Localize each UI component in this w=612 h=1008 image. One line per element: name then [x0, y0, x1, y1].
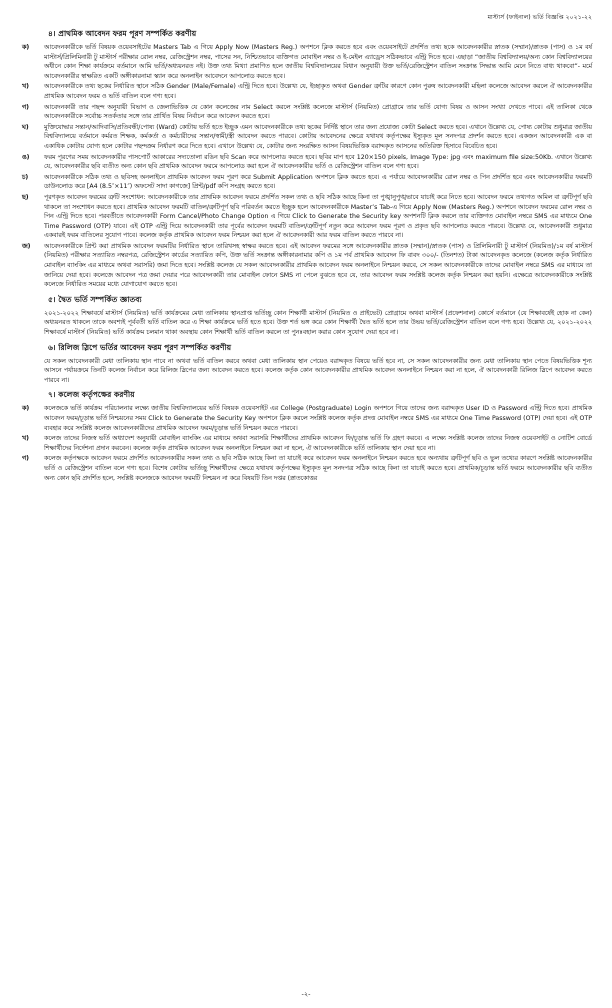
list-item — [22, 153, 592, 172]
item-text: কলেজ কর্তৃপক্ষকে আবেদন ফরমে প্রদর্শিত আবেদনকারীর সকল তথ্য ও ছবি সঠিক আছে কিনা তা যাচাই করে আবেদন ফরম অনলাইনে নিশ্চয়ন করতে হবে অন্যথায় ত্রুটিপূর্ণ ছবি ও ভুল তথ্যের কারণে সংশ্লিষ্ট আবেদনকারীর ভর্তি ও রেজিস্ট্রেশন বাতিল বলে গণ্য হবে। বিশেষ কোটায় ভর্তিচ্ছু শিক্ষার্থীদের ক্ষেত্রে যথাযথ কর্তৃপক্ষের ইস্যুকৃত মূল সনদপত্র সঠিক আছে কিনা তা যাচাই করতে হবে। প্রাথমিক/চূড়ান্ত ভর্তি ফরমে আবেদনকারীর ছবি ব্যতীত অন্য কোন ছবি প্রদর্শিত হলে, সংশ্লিষ্ট কলেজকে আবেদন ফরমটি নিশ্চয়ন না করে বিষয়টি তিন দপ্তর (স্নাতকোত্তর — [44, 455, 592, 482]
item-text: আবেদনকারী তার পছন্দ অনুযায়ী বিভাগ ও জেলাভিত্তিক যে কোন কলেজের নাম Select করলে সংশ্লিষ্ট কলেজে মাস্টার্স (নিয়মিত) প্রোগ্রামে তার ভর্তি যোগ্য বিষয় ও আসন সংখ্যা দেখতে পাবে। এই তালিকা থেকে আবেদনকারীকে সর্বোচ্চ সতর্কতার সঙ্গে তার প্রার্থিত বিষয় নির্বাচন করে আবেদন করতে হবে। — [44, 103, 592, 121]
item-label: ক) — [22, 44, 30, 51]
item-label: ঙ) — [22, 153, 30, 161]
item-text: মুক্তিযোদ্ধার সন্তান/আদিবাসি/প্রতিবন্ধী/পোষ্য (Ward) কোটায় ভর্তি হতে ইচ্ছুক এমন আবেদনকারীকে তথ্য ছকের নির্দিষ্ট স্থানে তার জন্য প্রযোজ্য কোটা Select করতে হবে। এখানে উল্লেখ্য যে, পোষ্য কোটায় শুধুমাত্র জাতীয় বিশ্ববিদ্যালয়ে বর্তমানে কর্মরত শিক্ষক, কর্মকর্তা ও কর্মচারীদের সন্তান/স্বামী/স্ত্রী আবেদন করতে পারবে। কোটায় আবেদনের ক্ষেত্রে যথাযথ কর্তৃপক্ষের ইস্যুকৃত মূল সনদপত্র প্রদর্শন করতে হবে। একজন আবেদনকারী এক বা একাধিক কোটায় যোগ্য হলে কোটার পছন্দক্রম নির্ধারণ করে দিতে হবে। এখানে উল্লেখ্য যে, কোটার জন্য সংরক্ষিত আসন বিষয়ভিত্তিক বরাদ্দকৃত আসনের অতিরিক্ত হিসাবে বিবেচিত হবে। — [44, 123, 592, 150]
paragraph: যে সকল আবেদনকারী মেধা তালিকায় স্থান পাবে না অথবা ভর্তি বাতিল করবে অথবা মেধা তালিকায় স্থান পেয়েও বরাদ্দকৃত বিষয়ে ভর্তি হবে না, সে সকল আবেদনকারীর জন্য মেধা তালিকায় স্থান পেতে বিষয়ভিত্তিক শূন্য আসনে পর্যায়ক্রমে তিনটি কলেজ নির্বাচন করে রিলিজ স্লিপের জন্য আবেদন করতে হবে। কলেজ কর্তৃক কোন আবেদনকারীর প্রাথমিক আবেদন অনলাইনে নিশ্চয়ন করা না হলে, ঐ আবেদনকারী রিলিজ স্লিপে আবেদন করতে পারবে না। — [44, 357, 592, 384]
section-release-slip — [22, 342, 592, 386]
item-text: কলেজ তাদের নিজস্ব ভর্তি অধ্যাদেশ অনুযায়ী মোবাইল ব্যাংকিং এর মাধ্যমে অথবা সরাসরি শিক্ষার্থীদের প্রাথমিক আবেদন ফি/চূড়ান্ত ভর্তি ফি গ্রহণ করবে। এ লক্ষ্যে সংশ্লিষ্ট কলেজ তাদের নিজস্ব ওয়েবসাইট ও নোটিশ বোর্ডে শিক্ষার্থীদের নির্দেশনা প্রদান করবেন। কলেজ কর্তৃক প্রাথমিক আবেদন ফরম অনলাইনে নিশ্চয়ন করা না হলে, ঐ আবেদনকারীকে ভর্তি তালিকায় স্থান দেয়া হবে না। — [44, 435, 592, 452]
item-label: খ) — [22, 435, 29, 443]
list-item — [22, 123, 592, 152]
section-title: ৭। কলেজ কর্তৃপক্ষের করণীয় — [48, 390, 135, 400]
list-item — [22, 434, 592, 453]
item-label: জ) — [22, 242, 31, 250]
list-item — [22, 193, 592, 241]
item-label: চ) — [22, 173, 29, 181]
running-header: মাস্টার্স (ফাইনাল) ভর্তি বিজ্ঞপ্তি ২০২১-২২ — [487, 14, 592, 21]
list-item — [22, 82, 592, 101]
item-text: কলেজকে ভর্তি কার্যক্রম পরিচালনার লক্ষ্যে জাতীয় বিশ্ববিদ্যালয়ের ভর্তি বিষয়ক ওয়েবসাইট এর College (Postgraduate) Login অপশনে গিয়ে তাদের জন্য বরাদ্দকৃত User ID ও Password এন্ট্রি দিতে হবে। প্রাথমিক আবেদন ফরম/চূড়ান্ত ভর্তি নিশ্চয়নের সময় Click to Generate the Security Key অপশনে ক্লিক করলে সংশ্লিষ্ট কলেজ কর্তৃক প্রদত্ত মোবাইল নম্বরে SMS এর মাধ্যমে One Time Password (OTP) দেয়া হবে। এই OTP ব্যবহার করে সংশ্লিষ্ট কলেজ আবেদনকারীদের প্রাথমিক আবেদন ফরম/চূড়ান্ত ভর্তি নিশ্চয়ন করতে পারবে। — [44, 405, 592, 432]
item-text: আবেদনকারীকে ভর্তি বিষয়ক ওয়েবসাইটের Masters Tab এ গিয়ে Apply Now (Masters Reg.) অপশনে ক্লিক করতে হবে এবং ওয়েবসাইটে প্রদর্শিত তথ্য ছকে আবেদনকারীর স্নাতক (সম্মান)/স্নাতক (পাস) ও ১ম বর্ষ মাস্টার্স/প্রিলিমিনারী টু মাস্টার্স পরীক্ষার রোল নম্বর, রেজিস্ট্রেশন নম্বর, পাসের সন, নিশ্চিতভাবে ব্যক্তিগত মোবাইল নম্বর ও ই-মেইল এ্যাড্রেস সঠিকভাবে এন্ট্রি দিতে হবে। এছাড়া “জাতীয় বিশ্ববিদ্যালয়/অন্য কোন বিশ্ববিদ্যালয়ের অধীনে কোন শিক্ষা কার্যক্রমে বর্তমানে আমি ভর্তি/অধ্যয়নরত নই। উক্ত তথ্য মিথ্যা প্রমাণিত হলে জাতীয় বিশ্ববিদ্যালয়ের বিধান অনুযায়ী উক্ত ভর্তি/রেজিস্ট্রেশন বাতিল সংক্রান্ত সিদ্ধান্ত আমি মেনে নিতে বাধ্য থাকবো”- মর্মে আবেদনকারীর স্বাক্ষরিত একটি অঙ্গীকারনামা স্ক্যান করে অনলাইন আবেদনে আপলোড করতে হবে। — [44, 44, 592, 80]
section-title: ৫। দ্বৈত ভর্তি সম্পর্কিত জ্ঞাতব্য — [48, 294, 142, 304]
item-text: ফরম পূরণের সময় আবেদনকারীর পাসপোর্ট আকারের সদ্যতোলা রঙিন ছবি Scan করে আপলোড করতে হবে। ছবির মাপ হবে 120×150 pixels, Image Type: jpg এবং maximum file size:50Kb. এখানে উল্লেখ্য যে, আবেদনকারীর ছবি ব্যতীত অন্য কোন ছবি প্রাথমিক আবেদন ফরমে আপলোড করা হলে ঐ আবেদনকারীর ভর্তি ও রেজিস্ট্রেশন বাতিল বলে গণ্য হবে। — [44, 153, 592, 171]
item-text: পূরণকৃত আবেদন ফরমের ত্রুটি সংশোধন: আবেদনকারীকে তার প্রাথমিক আবেদন ফরমে প্রদর্শিত সকল তথ্য ও ছবি সঠিক আছে কিনা তা পুঙ্খানুপুঙ্খভাবে যাচাই করে নিতে হবে। আবেদন ফরমে তথ্যগত অমিল বা ত্রুটিপূর্ণ ছবি থাকলে তা সংশোধন করতে হবে। প্রাথমিক আবেদন ফরমটি বাতিল/ত্রুটিপূর্ণ ছবি পরিবর্তন করতে ইচ্ছুক হলে আবেদনকারীকে Master’s Tab-এ গিয়ে Apply Now (Masters Reg.) অপশনে আবেদন ফরমের রোল নম্বর ও পিন এন্ট্রি দিতে হবে। পরবর্তীতে আবেদনকারী Form Cancel/Photo Change Option এ গিয়ে Click to Generate the Security key অপশনটি ক্লিক করলে তার ব্যক্তিগত মোবাইল নম্বরে SMS এর মাধ্যমে One Time Password (OTP) যাবে। এই OTP এন্ট্রি দিয়ে আবেদনকারী তার পূর্বের আবেদন ফরমটি বাতিল/ত্রুটিপূর্ণ নতুন করে আবেদন ফরম পূরণ ও প্রকৃত ছবি আপলোড করতে পারবে। উল্লেখ্য যে, আবেদনকারী শুধুমাত্র একবারই ফরম বাতিলের সুযোগ পাবে। কলেজ কর্তৃক প্রাথমিক আবেদন ফরম নিশ্চয়ন করা হলে ঐ আবেদনকারী আর ফরম বাতিল করতে পারবে না। — [44, 193, 592, 240]
item-text: আবেদনকারীকে সঠিক তথ্য ও ছবিসহ অনলাইনে প্রাথমিক আবেদন ফরম পূরণ করে Submit Application অপশনে ক্লিক করতে হবে। এ পর্যায়ে আবেদনকারীর রোল নম্বর ও পিন প্রদর্শিত হবে এবং আবেদনকারীর ফরমটি ডাউনলোড করে [A4 (8.5″×11″) অফসেট সাদা কাগজে] প্রিন্ট/pdf কপি সংগ্রহ করতে হবে। — [44, 173, 592, 191]
section-application-form — [22, 28, 592, 290]
item-text: আবেদনকারীকে তথ্য ছকের নির্ধারিত স্থানে সঠিক Gender (Male/Female) এন্ট্রি দিতে হবে। উল্লেখ্য যে, ইচ্ছাকৃত অথবা Gender ত্রুটির কারণে কোন পুরুষ আবেদনকারী মহিলা কলেজে আবেদন করলে ঐ আবেদনকারীর প্রাথমিক আবেদন ফরম ও ভর্তি বাতিল বলে গণ্য হবে। — [44, 83, 592, 100]
page-number: -২- — [301, 990, 311, 998]
item-text: আবেদনকারীকে প্রিন্ট করা প্রাথমিক আবেদন ফরমটির নির্ধারিত স্থানে তারিখসহ স্বাক্ষর করতে হবে। এই আবেদন ফরমের সঙ্গে আবেদনকারীর স্নাতক (সম্মান)/স্নাতক (পাস) ও প্রিলিমিনারী টু মাস্টার্স (নিয়মিত)/১ম বর্ষ মাস্টার্স (নিয়মিত) পরীক্ষার সত্যায়িত নম্বরপত্র, রেজিস্ট্রেশন কার্ডের সত্যায়িত কপি, উক্ত ভর্তি সংক্রান্ত অঙ্গীকারনামার কপি ও ১ম পর্ব প্রাথমিক আবেদন ফি বাবদ ৩০০/- (তিনশত) টাকা আবেদনকৃত কলেজে (কলেজ কর্তৃক নির্ধারিত মোবাইল ব্যাংকিং এর মাধ্যমে অথবা সরাসরি) জমা দিতে হবে। সংশ্লিষ্ট কলেজ যে সকল আবেদনকারীর প্রাথমিক আবেদন ফরম অনলাইনে নিশ্চয়ন করবে, সে সকল আবেদনকারীকে তাদের মোবাইল নম্বরে SMS এর মাধ্যমে তা জানিয়ে দেয়া হবে। কলেজে আবেদন পত্র জমা দেয়ার পরে আবেদনকারী তার মোবাইল ফোনে SMS না পেলে বুঝতে হবে যে, তার আবেদন ফরম সংশ্লিষ্ট কলেজ কর্তৃক নিশ্চয়ন করা হয়নি। এক্ষেত্রে আবেদনকারীকে সংশ্লিষ্ট কলেজে নির্ধারিত সময়ের মধ্যে যোগাযোগ করতে হবে। — [44, 242, 592, 289]
list-item — [22, 103, 592, 122]
section-college-duties — [22, 389, 592, 483]
list-item — [22, 404, 592, 433]
section-title: ৬। রিলিজ স্লিপে ভর্তির আবেদন ফরম পূরণ সম্পর্কিত করণীয় — [48, 342, 232, 352]
item-label: গ) — [22, 103, 29, 111]
section-dual-admission — [22, 294, 592, 338]
item-label: খ) — [22, 83, 29, 91]
section-title: ৪। প্রাথমিক আবেদন ফরম পূরণ সম্পর্কিত করণীয় — [48, 29, 197, 38]
list-item — [22, 173, 592, 192]
list-item — [22, 454, 592, 483]
list-item — [22, 43, 592, 81]
item-label: গ) — [22, 455, 29, 463]
item-label: ঘ) — [22, 123, 29, 131]
list-item — [22, 242, 592, 290]
item-label: ছ) — [22, 193, 29, 201]
paragraph: ২০২১-২০২২ শিক্ষাবর্ষে মাস্টার্স (নিয়মিত) ভর্তি কার্যক্রমের মেধা তালিকায় স্থানপ্রাপ্ত ভর্তিচ্ছু কোন শিক্ষার্থী মাস্টার্স (নিয়মিত ও প্রাইভেট) প্রোগ্রামে অথবা মাস্টার্স (প্রফেশনাল) কোর্সে বর্তমানে (যে শিক্ষাবর্ষেই হোক না কেন) অধ্যয়নরত থাকলে তাকে অবশ্যই পূর্ববর্তী ভর্তি বাতিল করে এ শিক্ষা কার্যক্রমে ভর্তি হতে হবে। উক্ত শর্ত ভঙ্গ করে কোন শিক্ষার্থী দ্বৈত ভর্তি হলে তার উভয় ভর্তি/রেজিস্ট্রেশন বাতিল বলে গণ্য হবে। উল্লেখ্য যে, ২০২১-২০২২ শিক্ষাবর্ষে মাস্টার্স (নিয়মিত) ভর্তি কার্যক্রম চলমান থাকা অবস্থায় কোন শিক্ষার্থী ভর্তি বাতিল করলে তা পুনঃবহাল করার কোন সুযোগ দেয়া হবে না। — [44, 309, 592, 337]
item-label: ক) — [22, 405, 30, 413]
